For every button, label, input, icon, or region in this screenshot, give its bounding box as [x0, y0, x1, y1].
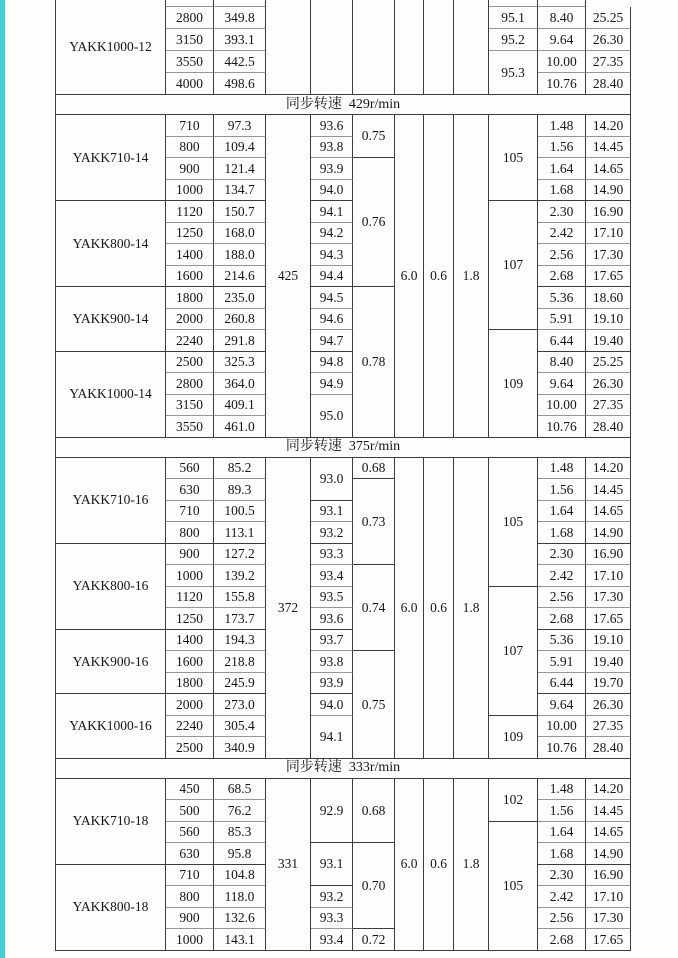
cell-current-b: 17.30	[586, 244, 631, 266]
cell-rating-a: 2240	[166, 330, 214, 352]
cell-rating-a: 900	[166, 544, 214, 566]
cell-current-b: 14.20	[586, 115, 631, 137]
cell-efficiency: 93.1	[311, 843, 353, 886]
cell-current-a: 1.56	[538, 479, 586, 501]
cell-rating-a: 1000	[166, 180, 214, 202]
cell-fixed-a: 6.0	[395, 458, 424, 759]
cell-rating-b: 349.8	[214, 7, 266, 29]
cell-rating-a: 560	[166, 822, 214, 844]
cell-model: YAKK800-18	[56, 865, 166, 951]
cell-efficiency: 93.6	[311, 608, 353, 630]
cell-current-a: 1.64	[538, 501, 586, 523]
cell-model: YAKK710-16	[56, 458, 166, 544]
cell-noise: 105	[489, 458, 538, 587]
cell-rating-b: 168.0	[214, 223, 266, 245]
cell-rating-b: 132.6	[214, 908, 266, 930]
cell-rating-a: 710	[166, 115, 214, 137]
cell-current-a: 1.48	[538, 115, 586, 137]
cell-rating-b: 85.2	[214, 458, 266, 480]
cell-rating-a: 1250	[166, 608, 214, 630]
cell-efficiency: 95.0	[311, 395, 353, 438]
cell-current-a: 2.56	[538, 587, 586, 609]
cell-speed: 425	[266, 115, 311, 438]
cell-current-a: 10.76	[538, 73, 586, 95]
cell-efficiency: 93.2	[311, 522, 353, 544]
cell-rating-b: 173.7	[214, 608, 266, 630]
cell-rating-b: 260.8	[214, 309, 266, 331]
cell-rating-b: 218.8	[214, 651, 266, 673]
cell-current-a: 6.44	[538, 673, 586, 695]
cell-current-a	[489, 0, 538, 7]
cell-rating-b: 498.6	[214, 73, 266, 95]
cell-rating-a: 1400	[166, 244, 214, 266]
cell-rating-a: 2800	[166, 7, 214, 29]
cell-fixed-b: 0.6	[424, 115, 454, 438]
cell-current-b: 14.90	[586, 180, 631, 202]
cell-current-b: 19.40	[586, 330, 631, 352]
cell-current-b: 17.10	[586, 565, 631, 587]
cell-efficiency: 94.5	[311, 287, 353, 309]
cell-current-b: 19.10	[586, 630, 631, 652]
cell-rating-b: 273.0	[214, 694, 266, 716]
cell-rating-a: 1120	[166, 201, 214, 223]
cell-rating-b: 245.9	[214, 673, 266, 695]
cell-current-a: 9.64	[538, 29, 586, 51]
cell-rating-b: 340.9	[214, 737, 266, 759]
section-header: 同步转速 333r/min	[56, 759, 631, 779]
cell-rating-a: 1250	[166, 223, 214, 245]
cell-rating-b	[214, 0, 266, 7]
cell-rating-a: 1000	[166, 929, 214, 951]
cell-power-factor: 0.70	[353, 843, 395, 929]
cell-fixed-a: 6.0	[395, 779, 424, 951]
cell-rating-b: 305.4	[214, 716, 266, 738]
cell-current-a: 1.64	[538, 822, 586, 844]
cell-current-b: 17.10	[586, 223, 631, 245]
cell-rating-a: 2500	[166, 737, 214, 759]
cell-efficiency: 93.5	[311, 587, 353, 609]
cell-current-a: 2.30	[538, 544, 586, 566]
cell-rating-a: 800	[166, 522, 214, 544]
cell-current-b: 14.45	[586, 800, 631, 822]
cell-rating-b: 393.1	[214, 29, 266, 51]
cell-rating-b: 291.8	[214, 330, 266, 352]
table-body	[56, 0, 631, 951]
cell-power-factor: 0.75	[353, 115, 395, 158]
cell-current-a: 5.36	[538, 630, 586, 652]
cell-efficiency: 94.3	[311, 244, 353, 266]
cell-model: YAKK1000-12	[56, 0, 166, 95]
cell-current-b: 26.30	[586, 29, 631, 51]
cell-power-factor: 0.72	[353, 929, 395, 951]
cell-efficiency: 95.2	[489, 29, 538, 51]
cell-rating-a: 900	[166, 158, 214, 180]
cell-speed: 372	[266, 458, 311, 759]
cell-current-a: 2.42	[538, 886, 586, 908]
cell-rating-b: 461.0	[214, 416, 266, 438]
cell-current-a: 5.36	[538, 287, 586, 309]
cell-efficiency: 93.8	[311, 137, 353, 159]
cell-current-a: 9.64	[538, 694, 586, 716]
cell-efficiency: 94.4	[311, 266, 353, 288]
cell-current-a: 1.56	[538, 137, 586, 159]
cell-rating-a: 800	[166, 886, 214, 908]
cell-power-factor: 0.74	[353, 565, 395, 651]
cell-rating-a: 450	[166, 779, 214, 801]
cell-rating-a: 1400	[166, 630, 214, 652]
cell-current-a: 5.91	[538, 309, 586, 331]
cell-fixed-c: 1.8	[454, 458, 489, 759]
cell-rating-a: 1120	[166, 587, 214, 609]
cell-efficiency: 93.7	[311, 630, 353, 652]
cell-efficiency: 94.2	[311, 223, 353, 245]
cell-current-b: 26.30	[586, 373, 631, 395]
cell-power-factor: 0.76	[353, 158, 395, 287]
cell-current-b: 18.60	[586, 287, 631, 309]
cell-current-b: 25.25	[586, 7, 631, 29]
cell-fixed-b: 0.6	[424, 779, 454, 951]
cell-rating-b: 235.0	[214, 287, 266, 309]
cell-current-b: 14.65	[586, 501, 631, 523]
cell-fixed-b	[395, 0, 424, 95]
cell-rating-a: 710	[166, 501, 214, 523]
cell-current-b: 28.40	[586, 737, 631, 759]
cell-current-a: 1.48	[538, 779, 586, 801]
cell-rating-b: 100.5	[214, 501, 266, 523]
cell-fixed-c: 1.8	[454, 115, 489, 438]
cell-rating-a: 3550	[166, 416, 214, 438]
cell-current-a: 2.68	[538, 608, 586, 630]
cell-rating-b: 95.8	[214, 843, 266, 865]
cell-rating-b: 104.8	[214, 865, 266, 887]
cell-model: YAKK800-16	[56, 544, 166, 630]
cell-efficiency: 93.9	[311, 158, 353, 180]
cell-rating-a: 2240	[166, 716, 214, 738]
cell-rating-a: 1600	[166, 651, 214, 673]
cell-fixed-a	[353, 0, 395, 95]
section-header: 同步转速 375r/min	[56, 438, 631, 458]
cell-power-factor: 0.73	[353, 479, 395, 565]
cell-rating-b: 113.1	[214, 522, 266, 544]
cell-speed: 331	[266, 779, 311, 951]
cell-rating-a: 630	[166, 479, 214, 501]
cell-model: YAKK710-18	[56, 779, 166, 865]
cell-efficiency: 93.0	[311, 458, 353, 501]
cell-rating-b: 121.4	[214, 158, 266, 180]
cell-noise: 109	[489, 330, 538, 438]
cell-noise: 107	[489, 587, 538, 716]
cell-current-b: 19.40	[586, 651, 631, 673]
cell-rating-b: 188.0	[214, 244, 266, 266]
cell-rating-b: 97.3	[214, 115, 266, 137]
cell-current-b: 27.35	[586, 716, 631, 738]
cell-current-b: 17.30	[586, 908, 631, 930]
cell-current-b: 27.35	[586, 51, 631, 73]
cell-current-a: 2.56	[538, 908, 586, 930]
cell-noise: 105	[489, 822, 538, 951]
cell-model: YAKK900-16	[56, 630, 166, 695]
cell-rating-b: 134.7	[214, 180, 266, 202]
cell-current-a: 2.56	[538, 244, 586, 266]
motor-spec-table	[55, 0, 631, 951]
cell-power-factor: 0.68	[353, 779, 395, 844]
cell-efficiency: 93.8	[311, 651, 353, 673]
cell-current-b: 26.30	[586, 694, 631, 716]
cell-rating-a: 630	[166, 843, 214, 865]
cell-power-factor	[311, 0, 353, 95]
cell-current-b: 14.45	[586, 479, 631, 501]
cell-noise	[454, 0, 489, 95]
cell-efficiency: 94.0	[311, 180, 353, 202]
cell-current-a: 10.76	[538, 737, 586, 759]
cell-rating-b: 155.8	[214, 587, 266, 609]
cell-rating-b: 85.3	[214, 822, 266, 844]
cell-noise: 107	[489, 201, 538, 330]
cell-current-a: 10.00	[538, 716, 586, 738]
cell-efficiency: 93.3	[311, 908, 353, 930]
cell-current-b: 16.90	[586, 865, 631, 887]
cell-rating-b: 143.1	[214, 929, 266, 951]
cell-current-b: 16.90	[586, 201, 631, 223]
cell-model: YAKK800-14	[56, 201, 166, 287]
cell-rating-a: 3550	[166, 51, 214, 73]
cell-current-a: 10.76	[538, 416, 586, 438]
left-edge-strip	[0, 0, 5, 958]
cell-rating-a	[166, 0, 214, 7]
cell-efficiency: 94.7	[311, 330, 353, 352]
cell-efficiency: 95.1	[489, 7, 538, 29]
cell-rating-a: 560	[166, 458, 214, 480]
cell-current-a: 2.68	[538, 929, 586, 951]
cell-rating-a: 1000	[166, 565, 214, 587]
cell-efficiency: 94.9	[311, 373, 353, 395]
cell-current-a: 1.68	[538, 522, 586, 544]
cell-current-a: 1.48	[538, 458, 586, 480]
cell-current-a: 2.30	[538, 201, 586, 223]
cell-efficiency: 94.1	[311, 201, 353, 223]
cell-rating-b: 194.3	[214, 630, 266, 652]
cell-rating-a: 1800	[166, 287, 214, 309]
cell-current-b: 17.65	[586, 266, 631, 288]
cell-rating-b: 139.2	[214, 565, 266, 587]
cell-efficiency: 94.0	[311, 694, 353, 716]
cell-efficiency: 93.4	[311, 929, 353, 951]
cell-speed	[266, 0, 311, 95]
cell-current-a: 9.64	[538, 373, 586, 395]
cell-current-b: 17.30	[586, 587, 631, 609]
cell-current-b: 14.45	[586, 137, 631, 159]
cell-rating-a: 3150	[166, 395, 214, 417]
cell-current-a: 1.68	[538, 843, 586, 865]
cell-current-a: 2.42	[538, 223, 586, 245]
cell-rating-b: 127.2	[214, 544, 266, 566]
cell-current-a: 1.64	[538, 158, 586, 180]
cell-current-b: 28.40	[586, 416, 631, 438]
cell-fixed-b: 0.6	[424, 458, 454, 759]
cell-rating-a: 710	[166, 865, 214, 887]
cell-rating-a: 1800	[166, 673, 214, 695]
cell-rating-a: 4000	[166, 73, 214, 95]
cell-current-a: 10.00	[538, 51, 586, 73]
cell-current-b: 14.20	[586, 779, 631, 801]
cell-rating-a: 500	[166, 800, 214, 822]
cell-power-factor: 0.68	[353, 458, 395, 480]
cell-rating-b: 76.2	[214, 800, 266, 822]
cell-fixed-a: 6.0	[395, 115, 424, 438]
cell-current-b: 14.65	[586, 822, 631, 844]
cell-rating-a: 2000	[166, 309, 214, 331]
cell-noise: 109	[489, 716, 538, 759]
cell-current-b: 27.35	[586, 395, 631, 417]
cell-rating-a: 2000	[166, 694, 214, 716]
cell-rating-a: 3150	[166, 29, 214, 51]
cell-current-a: 8.40	[538, 7, 586, 29]
cell-efficiency: 94.1	[311, 716, 353, 759]
cell-fixed-c: 1.8	[454, 779, 489, 951]
cell-current-b: 14.90	[586, 522, 631, 544]
cell-rating-b: 214.6	[214, 266, 266, 288]
cell-current-b: 17.65	[586, 929, 631, 951]
cell-model: YAKK710-14	[56, 115, 166, 201]
cell-rating-b: 89.3	[214, 479, 266, 501]
cell-current-b	[538, 0, 586, 7]
cell-rating-b: 325.3	[214, 352, 266, 374]
cell-noise: 105	[489, 115, 538, 201]
cell-model: YAKK1000-16	[56, 694, 166, 759]
cell-efficiency: 93.1	[311, 501, 353, 523]
cell-rating-b: 68.5	[214, 779, 266, 801]
cell-efficiency: 93.3	[311, 544, 353, 566]
cell-current-b: 19.70	[586, 673, 631, 695]
cell-current-a: 1.56	[538, 800, 586, 822]
cell-current-a: 1.68	[538, 180, 586, 202]
cell-current-b: 25.25	[586, 352, 631, 374]
cell-efficiency: 93.2	[311, 886, 353, 908]
cell-model: YAKK1000-14	[56, 352, 166, 438]
cell-fixed-c	[424, 0, 454, 95]
cell-rating-a: 2800	[166, 373, 214, 395]
cell-current-a: 2.42	[538, 565, 586, 587]
cell-rating-b: 150.7	[214, 201, 266, 223]
cell-efficiency: 92.9	[311, 779, 353, 844]
cell-rating-b: 118.0	[214, 886, 266, 908]
cell-current-b: 14.20	[586, 458, 631, 480]
cell-efficiency: 93.4	[311, 565, 353, 587]
cell-rating-a: 2500	[166, 352, 214, 374]
section-header: 同步转速 429r/min	[56, 95, 631, 115]
cell-current-b: 16.90	[586, 544, 631, 566]
cell-current-a: 8.40	[538, 352, 586, 374]
cell-efficiency: 94.8	[311, 352, 353, 374]
cell-current-a: 10.00	[538, 395, 586, 417]
cell-current-b: 17.65	[586, 608, 631, 630]
cell-efficiency: 93.6	[311, 115, 353, 137]
cell-current-a: 6.44	[538, 330, 586, 352]
cell-current-a: 2.68	[538, 266, 586, 288]
cell-current-b: 17.10	[586, 886, 631, 908]
cell-rating-a: 800	[166, 137, 214, 159]
cell-model: YAKK900-14	[56, 287, 166, 352]
cell-current-b: 28.40	[586, 73, 631, 95]
cell-rating-b: 442.5	[214, 51, 266, 73]
cell-efficiency: 93.9	[311, 673, 353, 695]
cell-power-factor: 0.75	[353, 651, 395, 759]
cell-rating-b: 409.1	[214, 395, 266, 417]
cell-rating-b: 109.4	[214, 137, 266, 159]
cell-power-factor: 0.78	[353, 287, 395, 438]
cell-efficiency: 95.3	[489, 51, 538, 95]
cell-current-b: 19.10	[586, 309, 631, 331]
cell-current-b: 14.65	[586, 158, 631, 180]
cell-rating-a: 1600	[166, 266, 214, 288]
cell-rating-b: 364.0	[214, 373, 266, 395]
cell-efficiency: 94.6	[311, 309, 353, 331]
cell-rating-a: 900	[166, 908, 214, 930]
cell-current-a: 2.30	[538, 865, 586, 887]
cell-noise: 102	[489, 779, 538, 822]
cell-current-a: 5.91	[538, 651, 586, 673]
cell-current-b: 14.90	[586, 843, 631, 865]
